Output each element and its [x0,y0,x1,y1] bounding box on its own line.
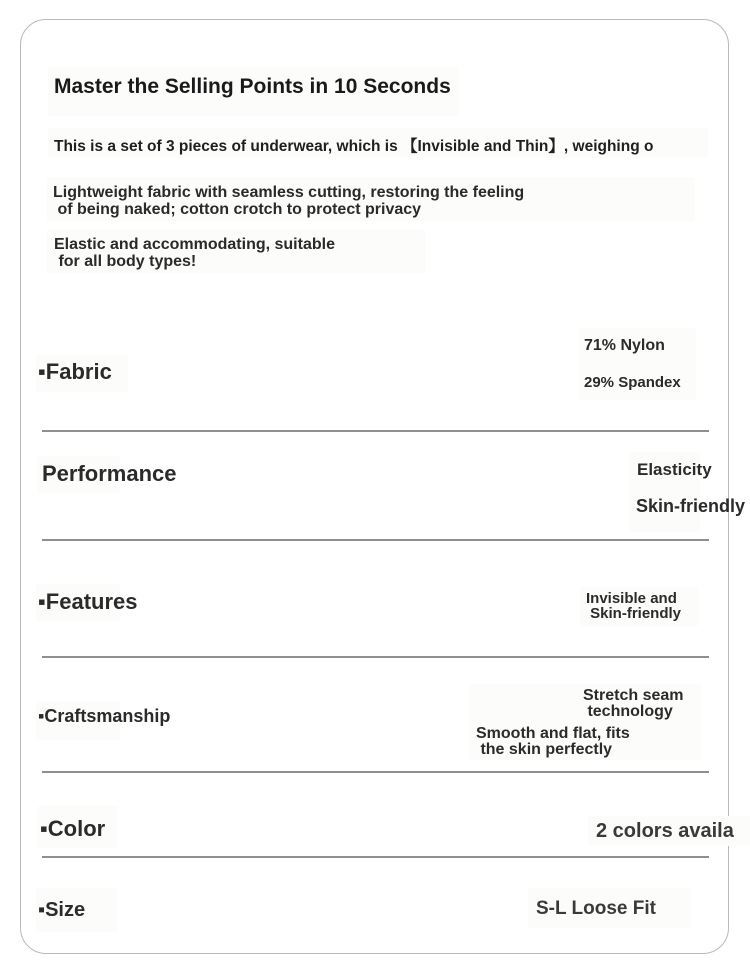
performance-label: Performance [42,461,177,486]
fabric-label: ▪Fabric [38,359,112,384]
selling-point-1: Lightweight fabric with seamless cutting, restoring the feeling of being naked; cotton crotch to protect privacy [53,184,525,218]
features-label: ▪Features [38,589,138,614]
size-value: S-L Loose Fit [536,898,656,919]
color-value: 2 colors availa [596,820,734,842]
page-title: Master the Selling Points in 10 Seconds [54,75,451,98]
divider-5 [42,856,709,858]
features-value: Invisible and Skin-friendly [586,590,682,622]
color-value-clip [588,816,750,846]
performance-values-clip [630,452,750,532]
color-label: ▪Color [40,816,106,841]
divider-3 [42,656,709,658]
divider-4 [42,771,709,773]
size-label: ▪Size [38,899,86,921]
fabric-value-nylon: 71% Nylon [584,337,665,354]
selling-point-2: Elastic and accommodating, suitable for all body types! [54,236,335,270]
craftsmanship-label: ▪Craftsmanship [38,706,171,726]
fabric-value-spandex: 29% Spandex [584,374,681,391]
craftsmanship-value-smooth: Smooth and flat, fits the skin perfectly [476,725,630,758]
intro-clip [48,128,750,158]
craftsmanship-value-seam: Stretch seam technology [583,687,684,720]
divider-1 [42,430,709,432]
performance-value-skin: Skin-friendly [636,496,746,516]
performance-value-elasticity: Elasticity [637,460,712,479]
divider-2 [42,539,709,541]
intro-text: This is a set of 3 pieces of underwear, which is 【Invisible and Thin】, weighing o [54,138,654,155]
